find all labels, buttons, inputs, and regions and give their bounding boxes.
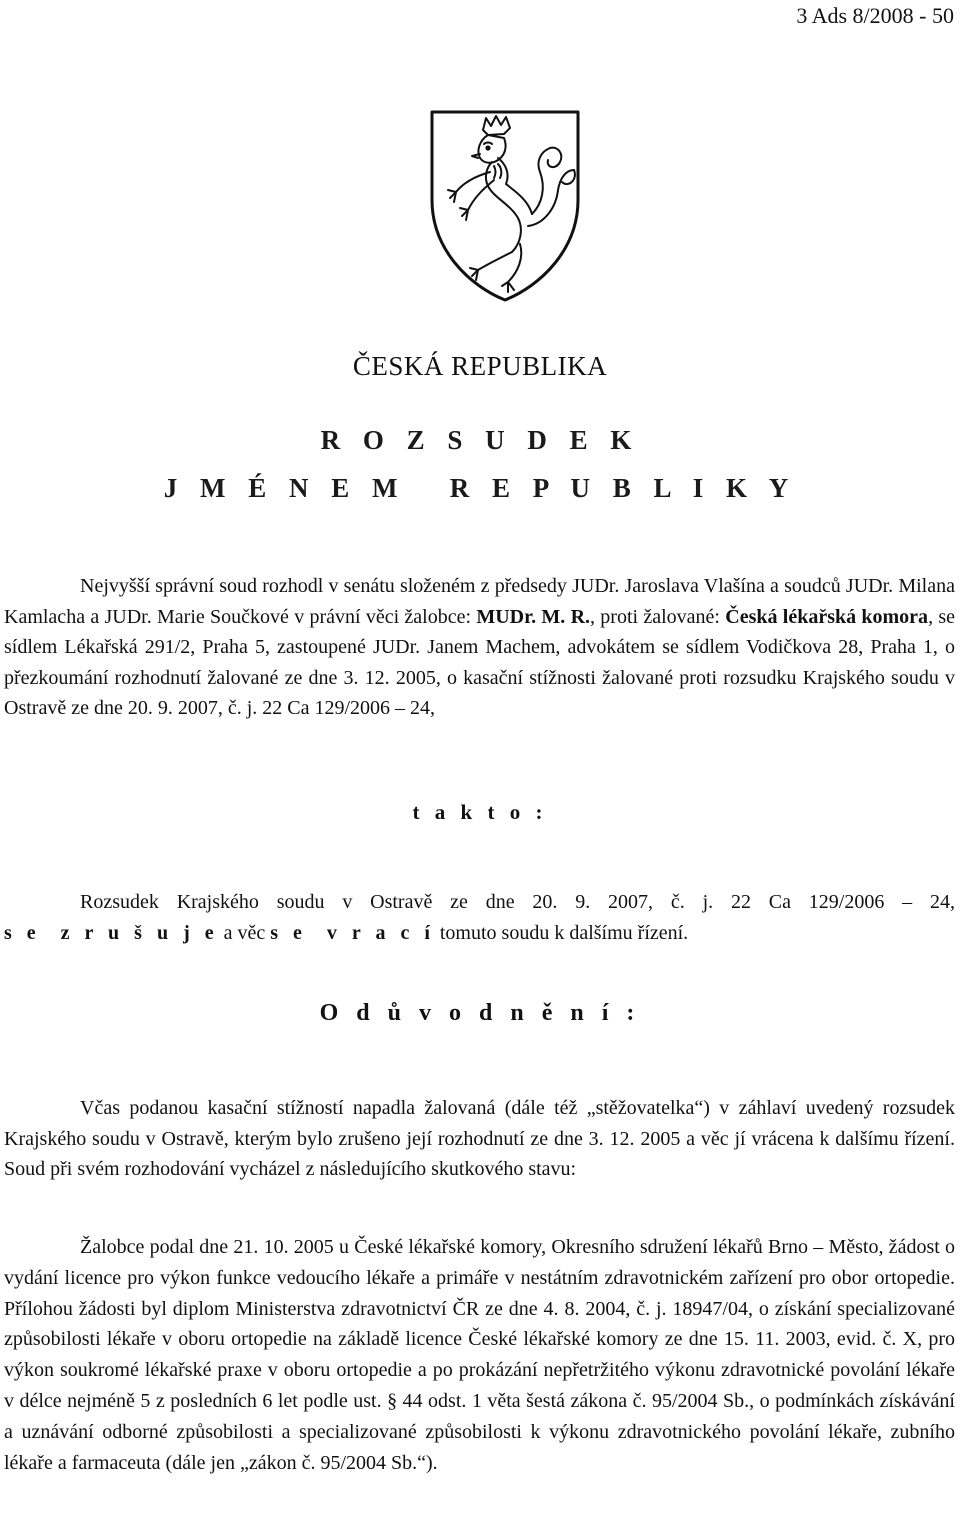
intro-text-1: Nejvyšší správní soud rozhodl v senátu složeném z předsedy JUDr. Jaroslava Vlašína a soudců JUDr. Milana Kamlacha a JUDr. Marie Součkové v právní věci žalobce: xyxy=(4,575,955,628)
reasoning-heading: O d ů v o d n ě n í : xyxy=(319,1000,641,1026)
country-name: ČESKÁ REPUBLIKA xyxy=(352,351,608,381)
ruling-text-1: Rozsudek Krajského soudu v Ostravě ze dne 20. 9. 2007, č. j. 22 Ca 129/2006 – 24, xyxy=(80,891,955,913)
intro-text-3: , se sídlem Lékařská 291/2, Praha 5, zastoupené JUDr. Janem Machem, advokátem se sídlem Vodičkova 28, Praha 1, o přezkoumání rozhodnutí žalované ze dne 3. 12. 2005, o kasační stížnosti žalované proti rozsudku Krajského soudu v Ostravě ze dne 20. 9. 2007, č. j. 22 Ca 129/2006 – 24, xyxy=(4,605,956,720)
defendant-name: Česká lékařská komora xyxy=(725,605,929,628)
ruling-text-2: a věc xyxy=(218,921,271,944)
case-number: 3 Ads 8/2008 - 50 xyxy=(796,3,954,28)
annulled-phrase: s e z r u š u j e xyxy=(4,921,219,944)
intro-text-2: , proti žalované: xyxy=(590,605,726,628)
verdict-title: R O Z S U D E K xyxy=(320,425,640,455)
returned-phrase: s e v r a c í xyxy=(270,921,435,944)
plaintiff-name: MUDr. M. R. xyxy=(476,605,591,628)
ruling-heading: t a k t o : xyxy=(412,800,548,824)
czech-lion-coat-of-arms-icon xyxy=(428,108,582,304)
ruling-paragraph xyxy=(4,887,955,948)
ruling-text-3: tomuto soudu k dalšímu řízení. xyxy=(434,921,689,944)
verdict-subtitle: J M É N E M R E P U B L I K Y xyxy=(163,473,797,503)
intro-paragraph xyxy=(4,571,955,724)
reasoning-paragraph-1: Včas podanou kasační stížností napadla žalovaná (dále též „stěžovatelka“) v záhlaví uvedený rozsudek Krajského soudu v Ostravě, kterým bylo zrušeno její rozhodnutí ze dne 3. 12. 2005 a věc jí vrácena k dalšímu řízení. Soud při svém rozhodování vycházel z následujícího skutkového stavu: xyxy=(4,1097,955,1180)
reasoning-paragraph-2: Žalobce podal dne 21. 10. 2005 u České lékařské komory, Okresního sdružení lékařů Brno – Město, žádost o vydání licence pro výkon funkce vedoucího lékaře a primáře v nestátním zdravotnickém zařízení pro obor ortopedie. Přílohou žádosti byl diplom Ministerstva zdravotnictví ČR ze dne 4. 8. 2004, č. j. 18947/04, o získání specializované způsobilosti lékaře v oboru ortopedie na základě licence České lékařské komory ze dne 15. 11. 2003, evid. č. X, pro výkon soukromé lékařské praxe v oboru ortopedie a po prokázání nepřetržitého výkonu zdravotnické povolání lékaře v délce nejméně 5 z posledních 6 let podle ust. § 44 odst. 1 věta šestá zákona č. 95/2004 Sb., o podmínkách získávání a uznávání odborné způsobilosti a specializované způsobilosti k výkonu zdravotnického povolání lékaře, zubního lékaře a farmaceuta (dále jen „zákon č. 95/2004 Sb.“). xyxy=(4,1236,955,1474)
